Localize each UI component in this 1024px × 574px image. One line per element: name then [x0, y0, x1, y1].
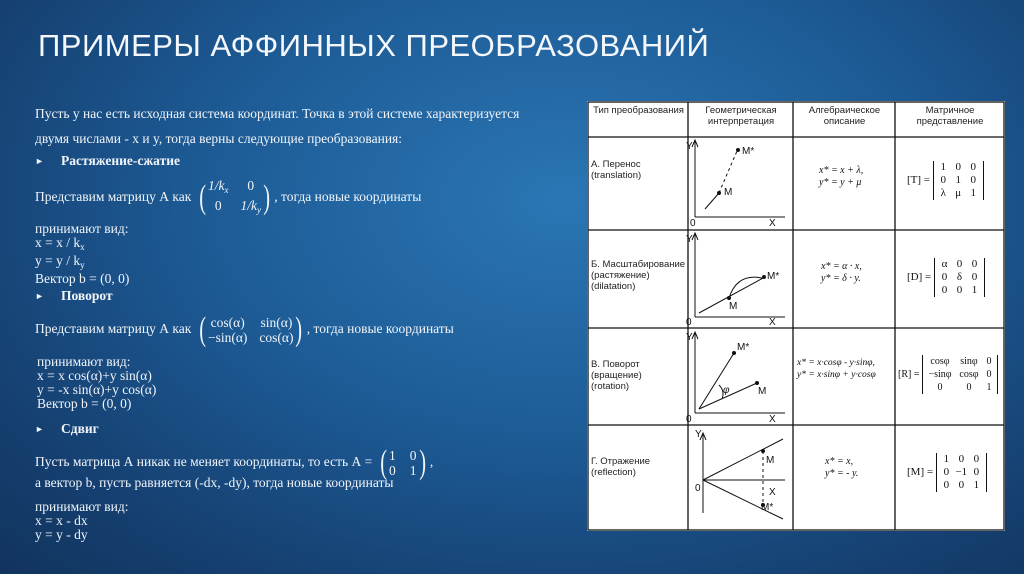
- row-d-y-label: Y: [695, 429, 702, 440]
- row-d-x-label: X: [769, 487, 776, 498]
- row-d-alg: x* = x, y* = - y.: [825, 456, 859, 479]
- row-d-point-m: M: [766, 455, 775, 466]
- header-geometry: Геометрическая интерпретация: [705, 105, 777, 127]
- row-b-point-m: M: [729, 301, 738, 312]
- rotate-eq-1: x = x cos(α)+y sin(α): [37, 368, 152, 383]
- header-type: Тип преобразования: [593, 105, 684, 116]
- shift-accept: принимают вид:: [35, 499, 129, 514]
- row-a-type: А. Перенос (translation): [591, 159, 642, 181]
- row-d-origin: 0: [695, 483, 701, 494]
- scale-result: [35, 222, 129, 286]
- intro-line-2: двумя числами - x и y, тогда верны следующие преобразования:: [35, 131, 403, 146]
- shift-result: [35, 500, 129, 542]
- scale-pre-text: Представим матрицу А как: [35, 189, 192, 205]
- bullet-rotate: [35, 288, 113, 304]
- header-algebra: Алгебраическое описание: [808, 105, 881, 127]
- scale-eq-1: $x = x / k_x$: [35, 235, 85, 252]
- row-b-alg: x* = α · x, y* = δ · y.: [821, 261, 862, 284]
- row-a-y-label: Y: [686, 141, 693, 152]
- row-c-point-m: M: [758, 386, 767, 397]
- row-b-type: Б. Масштабирование (растяжение) (dilatation): [591, 259, 686, 292]
- row-d-matrix: [M] = 1 0 0 0 −1 0 0 0 1: [907, 453, 987, 492]
- shift-line-2: а вектор b, пусть равняется (-dx, -dy), тогда новые координаты: [35, 475, 394, 490]
- rotate-matrix: ( cos(α) sin(α) −sin(α) cos(α) ): [198, 310, 303, 348]
- rotate-result: [37, 355, 156, 411]
- row-a-point-m: M: [724, 187, 733, 198]
- shift-eq-2: y = y - dy: [35, 527, 88, 542]
- scale-matrix-line: [35, 178, 421, 218]
- rotate-post-text: , тогда новые координаты: [306, 321, 454, 336]
- row-a-x-label: X: [769, 218, 776, 229]
- row-b-point-mstar: M*: [767, 271, 780, 282]
- row-d-type: Г. Отражение (reflection): [591, 456, 651, 478]
- arrow-bullet-icon: ►: [35, 291, 44, 301]
- rotate-pre-text: Представим матрицу А как: [35, 321, 192, 336]
- rotate-eq-2: y = -x sin(α)+y cos(α): [37, 382, 157, 397]
- bullet-shift: [35, 421, 99, 437]
- row-b-origin: 0: [686, 317, 692, 328]
- rotate-matrix-line: [35, 311, 454, 347]
- row-b-x-label: X: [769, 317, 776, 328]
- slide-title: ПРИМЕРЫ АФФИННЫХ ПРЕОБРАЗОВАНИЙ: [38, 28, 710, 63]
- row-b-matrix: [D] = α 0 0 0 δ 0 0 0 1: [907, 258, 985, 297]
- transform-table: [587, 101, 1005, 531]
- row-c-origin: 0: [686, 414, 692, 425]
- row-c-type: В. Поворот (вращение) (rotation): [591, 359, 642, 392]
- row-c-angle: φ: [723, 385, 730, 396]
- scale-vector: Вектор b = (0, 0): [35, 271, 130, 286]
- arrow-bullet-icon: ►: [35, 424, 44, 434]
- row-a-origin: 0: [690, 218, 696, 229]
- row-b-y-label: Y: [686, 234, 693, 245]
- scale-eq-2: $y = y / k_y$: [35, 253, 85, 270]
- shift-pre-text: Пусть матрица А никак не меняет координаты, то есть А =: [35, 454, 373, 469]
- rotate-accept: принимают вид:: [37, 354, 131, 369]
- shift-heading: Сдвиг: [61, 421, 99, 436]
- row-c-alg: x* = x·cosφ - y·sinφ, y* = x·sinφ + y·cosφ: [797, 358, 876, 380]
- row-c-y-label: Y: [686, 332, 693, 343]
- shift-post-text: ,: [429, 454, 434, 469]
- scale-heading: Растяжение-сжатие: [61, 153, 180, 168]
- rotate-vector: Вектор b = (0, 0): [37, 396, 132, 411]
- arrow-bullet-icon: ►: [35, 156, 44, 166]
- header-matrix: Матричное представление: [916, 105, 984, 127]
- scale-post-text: , тогда новые координаты: [274, 189, 422, 205]
- row-c-x-label: X: [769, 414, 776, 425]
- bullet-scale: [35, 153, 180, 169]
- row-a-point-mstar: M*: [742, 146, 755, 157]
- row-a-alg: x* = x + λ, y* = y + μ: [819, 165, 864, 188]
- rotate-heading: Поворот: [61, 288, 113, 303]
- shift-matrix: ( 1 0 0 1 ): [379, 443, 426, 481]
- scale-matrix: ( $1/k_x$ 0 0 $1/k_y$ ): [198, 178, 271, 216]
- row-c-point-mstar: M*: [737, 342, 750, 353]
- intro-line-1: Пусть у нас есть исходная система координат. Точка в этой системе характеризуется: [35, 106, 520, 121]
- row-a-matrix: [T] = 1 0 0 0 1 0 λ μ 1: [907, 161, 984, 200]
- shift-eq-1: x = x - dx: [35, 513, 88, 528]
- row-c-matrix: [R] = cosφ sinφ 0 −sinφ cosφ 0 0 0 1: [898, 355, 998, 394]
- scale-accept: принимают вид:: [35, 221, 129, 236]
- row-d-point-mstar: M*: [761, 502, 774, 513]
